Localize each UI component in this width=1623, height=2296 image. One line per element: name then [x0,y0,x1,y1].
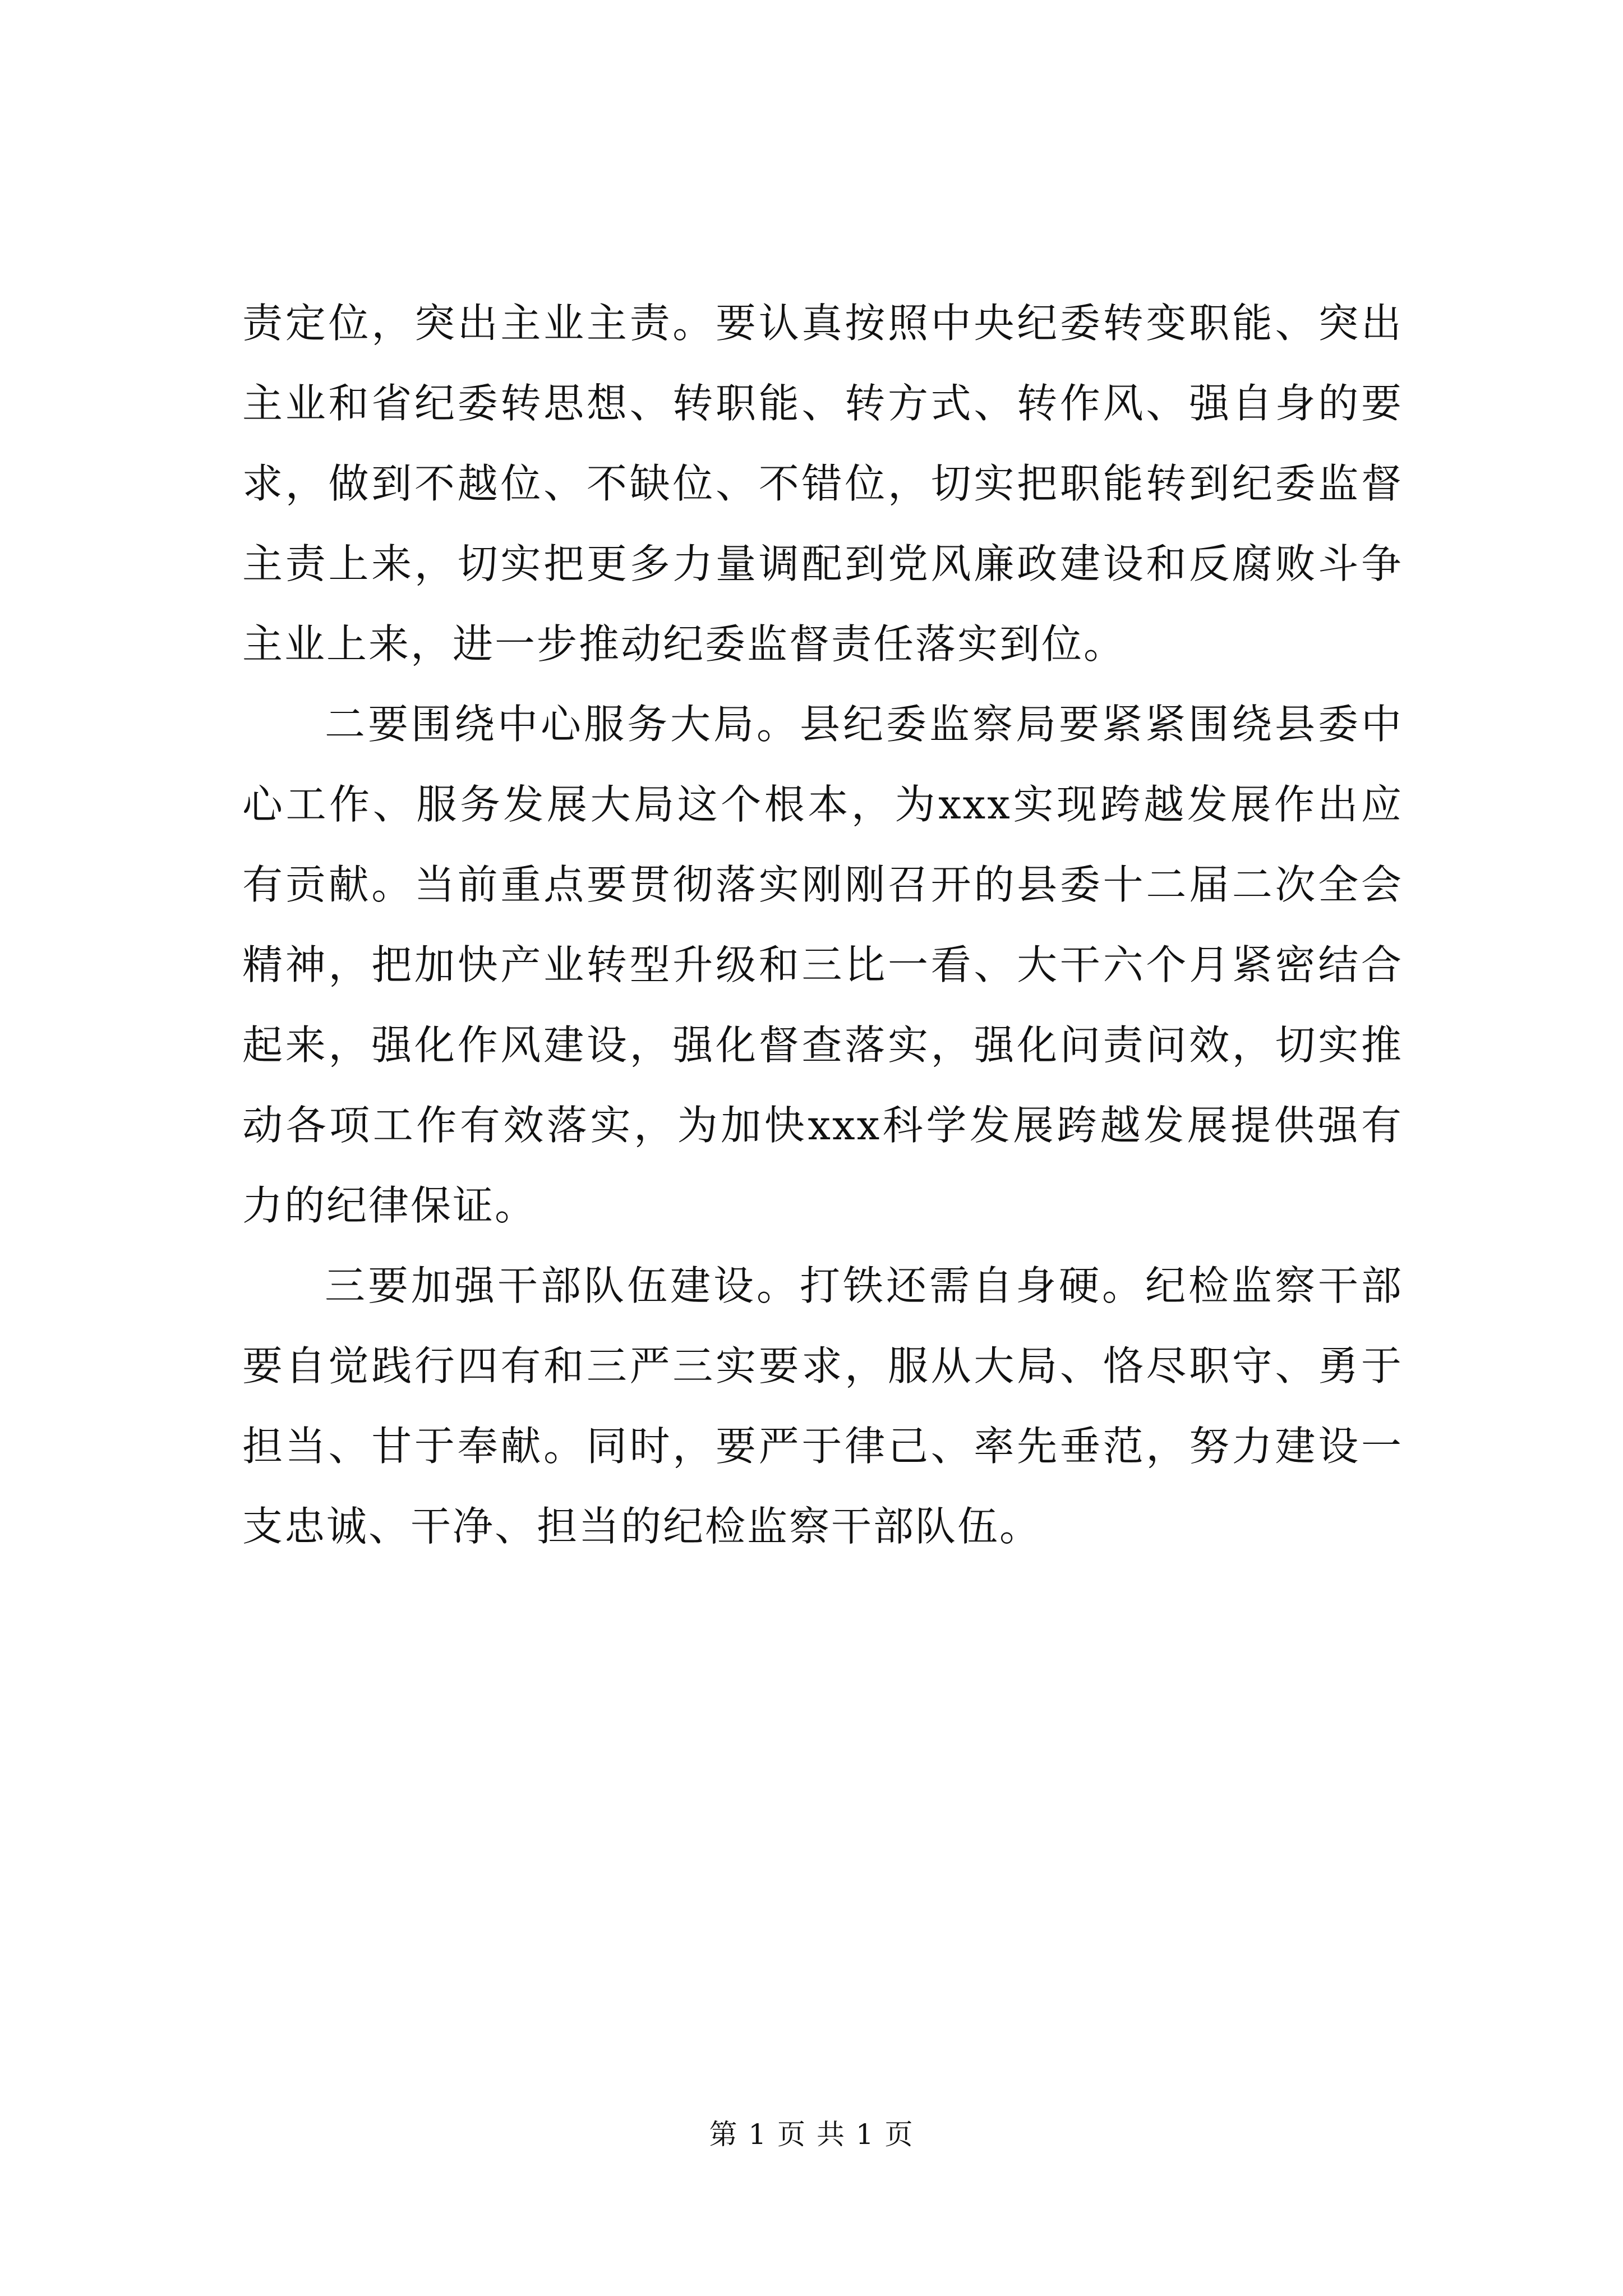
paragraph-serve-overall: 二要围绕中心服务大局。县纪委监察局要紧紧围绕县委中心工作、服务发展大局这个根本，为xxx实现跨越发展作出应有贡献。当前重点要贯彻落实刚刚召开的县委十二届二次全会精神，把加快产业转型升级和三比一看、大干六个月紧密结合起来，强化作风建设，强化督查落实，强化问责问效，切实推动各项工作有效落实，为加快xxx科学发展跨越发展提供强有力的纪律保证。 [242,701,1403,1229]
document-body [242,283,1403,1567]
paragraph-continuation: 责定位，突出主业主责。要认真按照中央纪委转变职能、突出主业和省纪委转思想、转职能、转方式、转作风、强自身的要求，做到不越位、不缺位、不错位，切实把职能转到纪委监督主责上来，切实把更多力量调配到党风廉政建设和反腐败斗争主业上来，进一步推动纪委监督责任落实到位。 [242,300,1403,668]
paragraph-cadre-team: 三要加强干部队伍建设。打铁还需自身硬。纪检监察干部要自觉践行四有和三严三实要求，服从大局、恪尽职守、勇于担当、甘于奉献。同时，要严于律己、率先垂范，努力建设一支忠诚、干净、担当的纪检监察干部队伍。 [242,1262,1403,1550]
page-footer: 第 1 页 共 1 页 [709,2118,914,2151]
